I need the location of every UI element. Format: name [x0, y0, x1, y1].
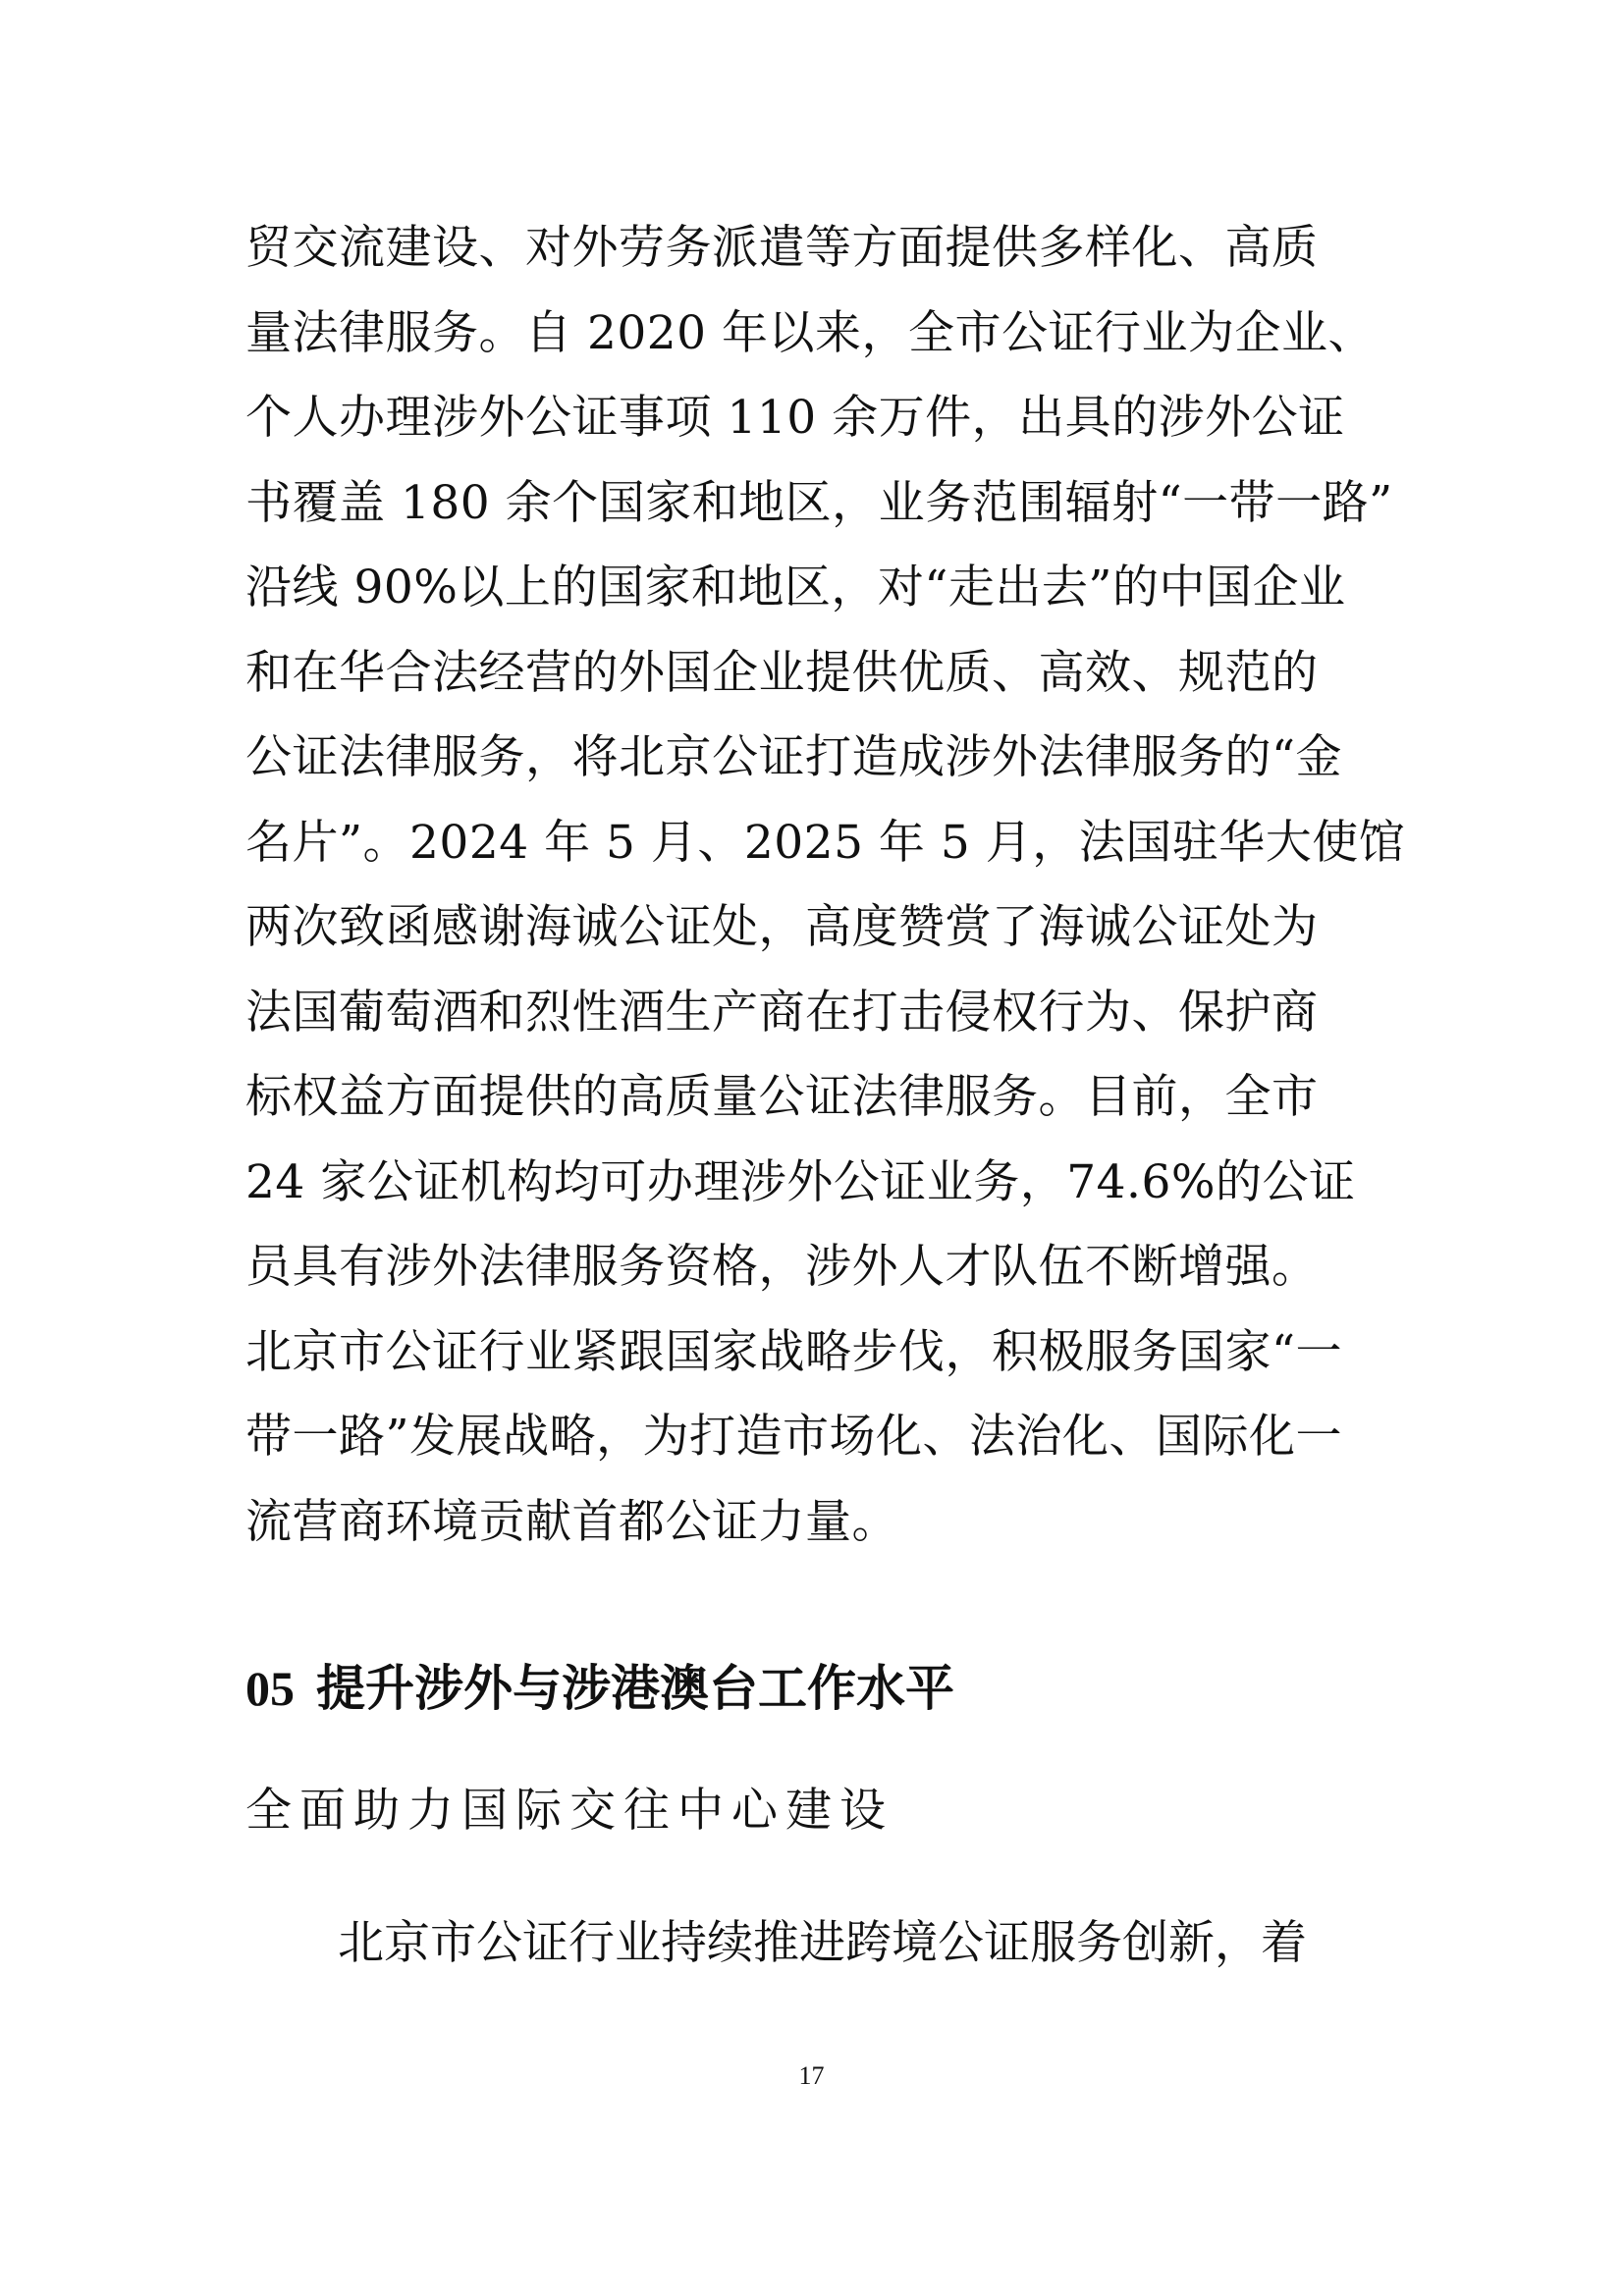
- section-number: 05: [245, 1661, 295, 1716]
- subheading: 全面助力国际交往中心建设: [245, 1784, 893, 1838]
- text-line: 带一路”发展战略，为打造市场化、法治化、国际化一: [245, 1410, 1343, 1464]
- body-paragraph: [245, 206, 1406, 1565]
- text-line: 沿线 90%以上的国家和地区，对“走出去”的中国企业: [245, 561, 1346, 614]
- text-line: 两次致函感谢海诚公证处，高度赞赏了海诚公证处为: [245, 900, 1319, 954]
- text-line: 个人办理涉外公证事项 110 余万件，出具的涉外公证: [245, 391, 1345, 445]
- text-line: 量法律服务。自 2020 年以来，全市公证行业为企业、: [245, 305, 1375, 360]
- text-line: 书覆盖 180 余个国家和地区，业务范围辐射“一带一路”: [245, 475, 1393, 530]
- text-line: 标权益方面提供的高质量公证法律服务。目前，全市: [245, 1070, 1319, 1124]
- text-line: 北京市公证行业紧跟国家战略步伐，积极服务国家“一: [245, 1324, 1343, 1379]
- paragraph-start: 北京市公证行业持续推进跨境公证服务创新，着: [338, 1916, 1307, 1970]
- text-line: 名片”。2024 年 5 月、2025 年 5 月，法国驻华大使馆: [245, 815, 1406, 870]
- text-line: 员具有涉外法律服务资格，涉外人才队伍不断增强。: [245, 1240, 1319, 1294]
- text-line: 24 家公证机构均可办理涉外公证业务，74.6%的公证: [245, 1154, 1356, 1209]
- text-line: 公证法律服务，将北京公证打造成涉外法律服务的“金: [245, 730, 1343, 784]
- text-line: 贸交流建设、对外劳务派遣等方面提供多样化、高质: [245, 221, 1319, 275]
- text-line: 和在华合法经营的外国企业提供优质、高效、规范的: [245, 645, 1319, 700]
- section-title: 提升涉外与涉港澳台工作水平: [316, 1660, 954, 1717]
- text-line: 法国葡萄酒和烈性酒生产商在打击侵权行为、保护商: [245, 985, 1319, 1040]
- text-line: 流营商环境贡献首都公证力量。: [245, 1494, 898, 1549]
- page-number: 17: [798, 2061, 825, 2090]
- section-heading: [245, 1644, 954, 1733]
